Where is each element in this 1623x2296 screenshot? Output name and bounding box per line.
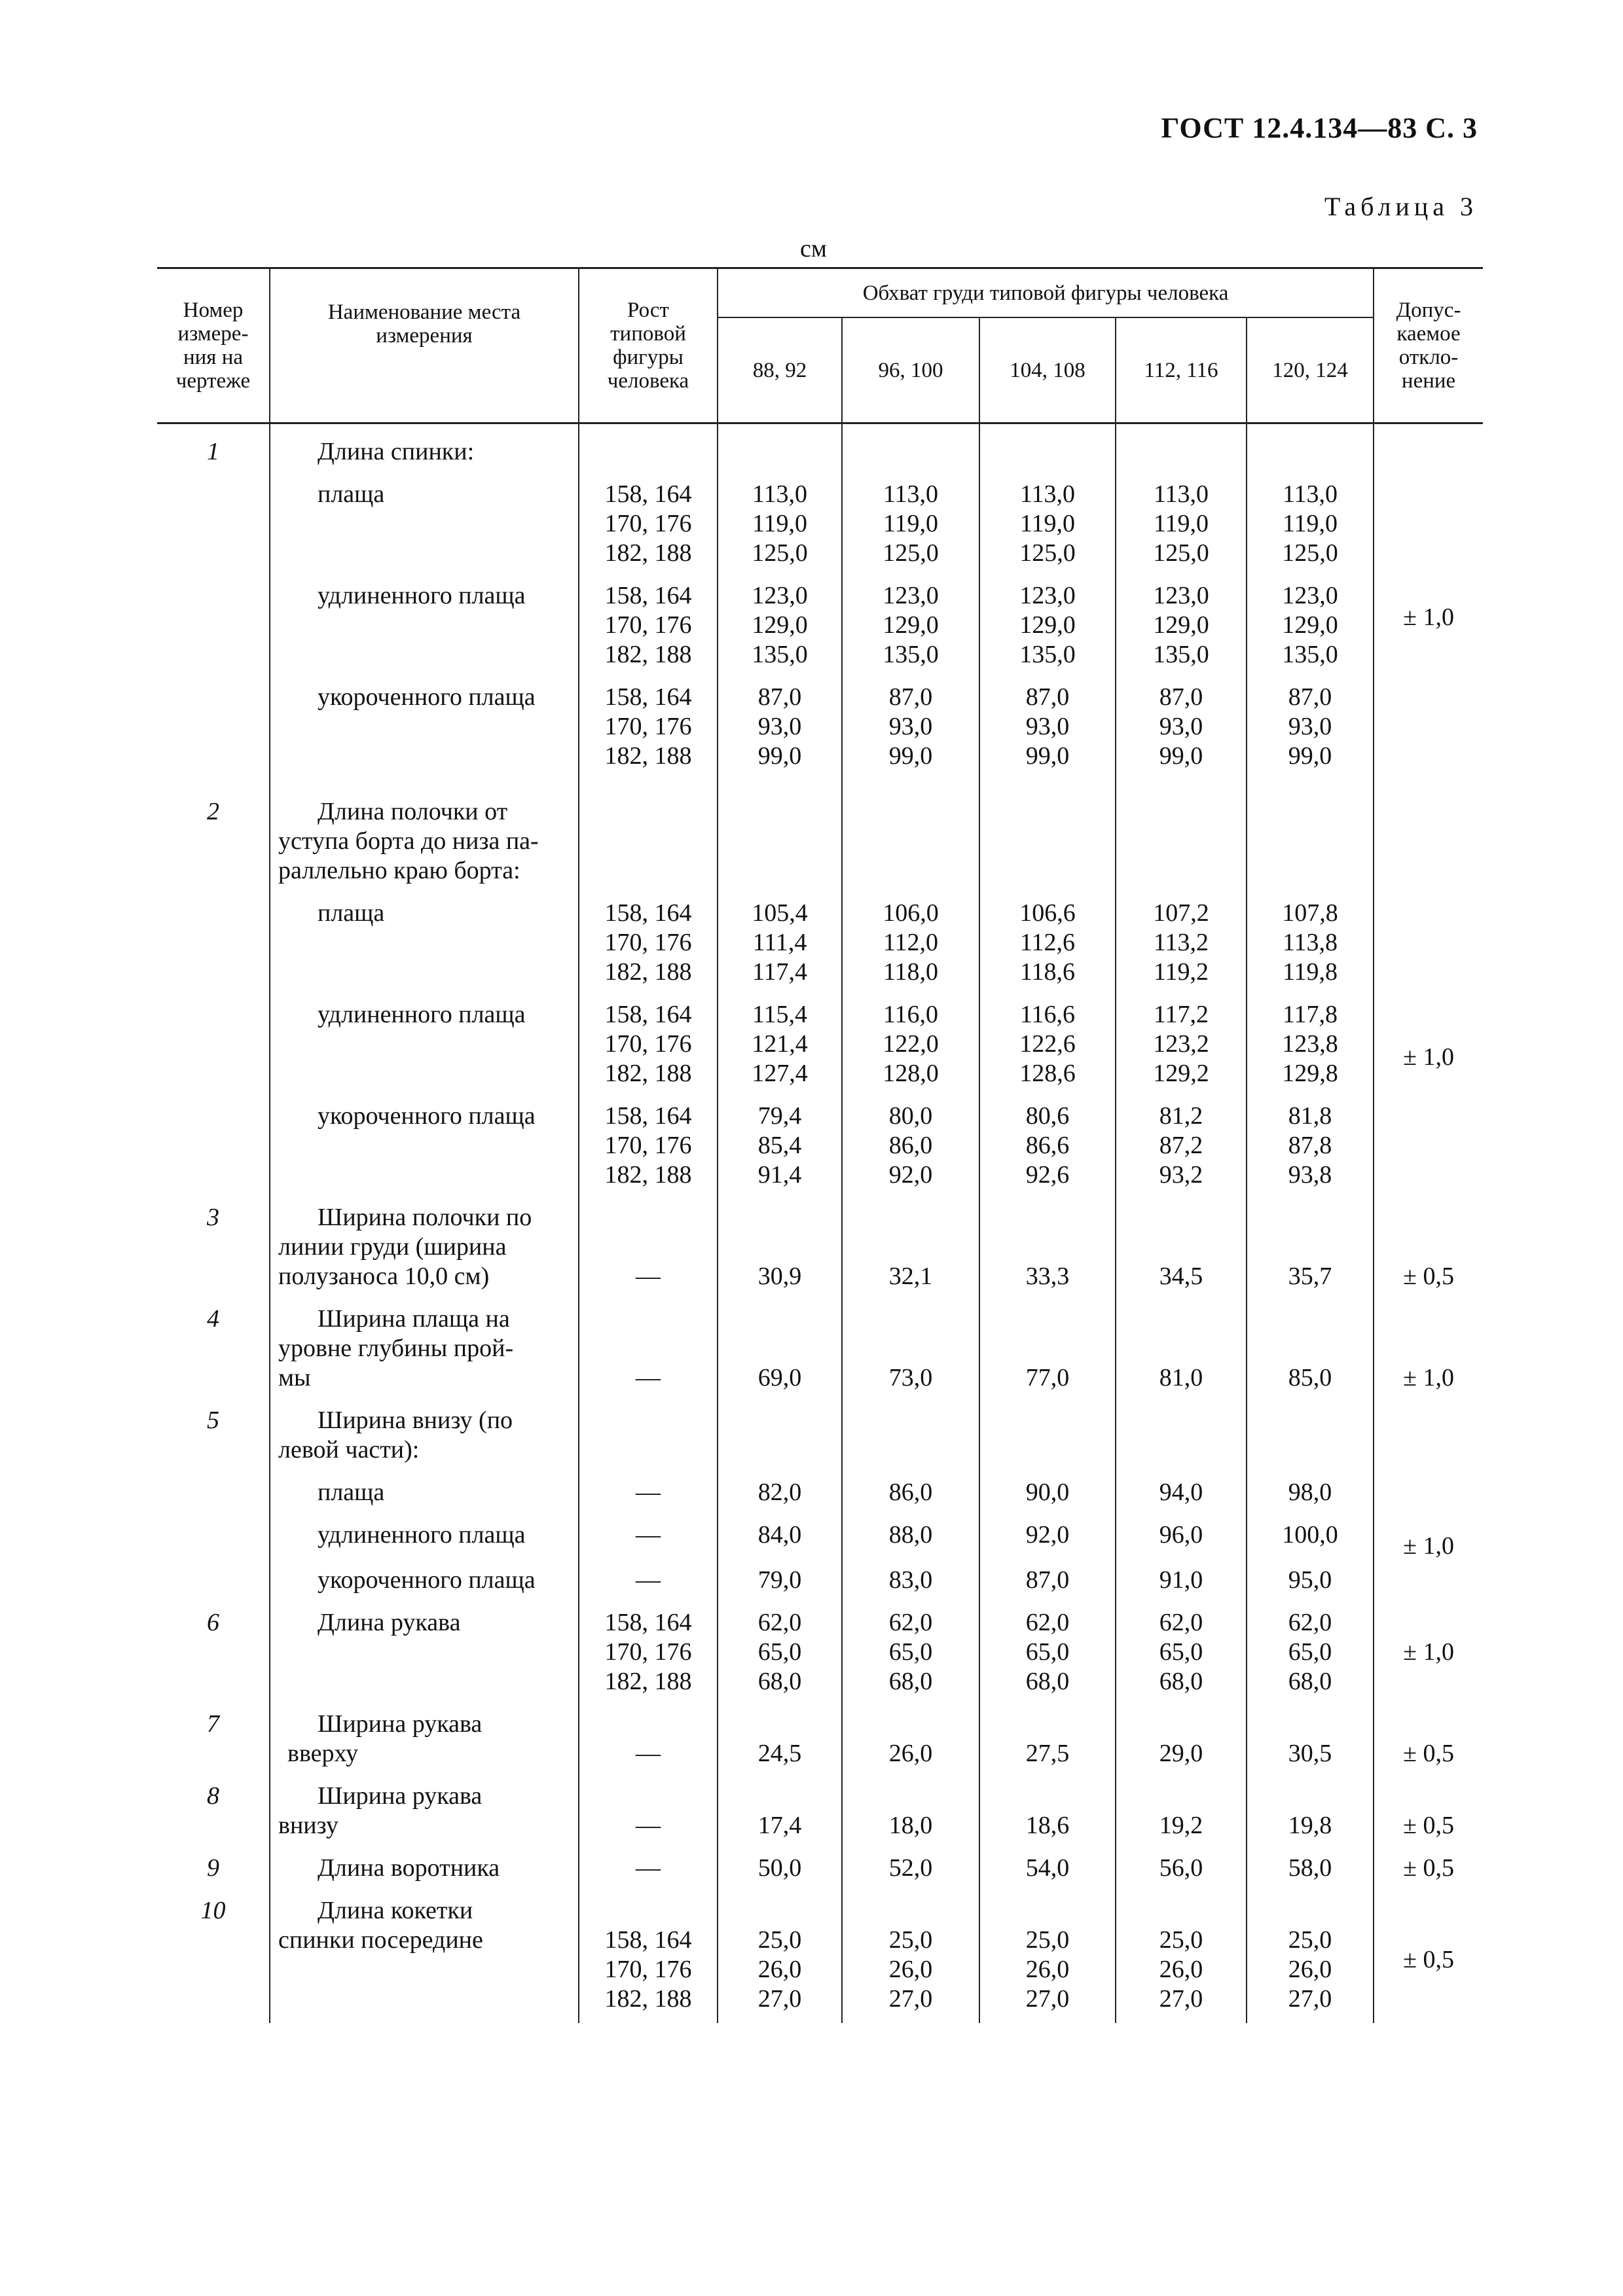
cell-value: 19,2 — [1116, 1782, 1247, 1840]
sub-item-name: удлиненного плаща — [318, 582, 526, 609]
cell-value: 87,0 — [979, 1550, 1116, 1595]
cell-values: 117,2 123,2 129,2 — [1116, 1000, 1247, 1088]
cell-values: 107,2 113,2 119,2 — [1116, 899, 1247, 987]
table-row — [157, 1000, 1483, 1088]
tolerance-value: ± 0,5 — [1374, 1203, 1483, 1291]
cell-value: 96,0 — [1116, 1520, 1247, 1550]
cell-values: 80,6 86,6 92,6 — [979, 1102, 1116, 1190]
row-number: 3 — [157, 1203, 270, 1291]
cell-value: 17,4 — [718, 1782, 842, 1840]
row-number: 10 — [157, 1896, 270, 2023]
cell-values: 113,0 119,0 125,0 — [1247, 480, 1374, 568]
row-title: Длина рукава — [318, 1609, 461, 1636]
cell-values: 123,0 129,0 135,0 — [1247, 581, 1374, 670]
tolerance-value: ± 1,0 — [1374, 1304, 1483, 1393]
cell-values: 123,0 129,0 135,0 — [979, 581, 1116, 670]
cell-values: 117,8 123,8 129,8 — [1247, 1000, 1374, 1088]
row-title-line: Длина кокетки — [318, 1897, 473, 1924]
cell-values: 81,2 87,2 93,2 — [1116, 1102, 1247, 1190]
table-row — [157, 1406, 1483, 1465]
row-title-line: вверху — [287, 1740, 359, 1767]
height-values: 158, 164 170, 176 182, 188 — [579, 1926, 718, 2023]
cell-values: 113,0 119,0 125,0 — [979, 480, 1116, 568]
cell-values: 87,0 93,0 99,0 — [979, 683, 1116, 771]
cell-values: 79,4 85,4 91,4 — [718, 1102, 842, 1190]
row-title: Длина спинки: — [318, 438, 475, 465]
col-header-chest-group: Обхват груди типовой фигуры человека — [718, 268, 1374, 318]
row-title-line: раллельно краю борта: — [278, 857, 520, 884]
table-row — [157, 1520, 1483, 1550]
table-row — [157, 1710, 1483, 1768]
row-number: 8 — [157, 1782, 270, 1840]
cell-value: 77,0 — [979, 1304, 1116, 1393]
cell-values: 115,4 121,4 127,4 — [718, 1000, 842, 1088]
table-row — [157, 437, 1483, 467]
cell-value: 29,0 — [1116, 1710, 1247, 1768]
cell-values: 116,0 122,0 128,0 — [842, 1000, 979, 1088]
cell-value: 100,0 — [1247, 1520, 1374, 1550]
row-title-line: Ширина полочки по — [318, 1204, 532, 1231]
row-title-line: полузаноса 10,0 см) — [278, 1263, 490, 1290]
row-title-line: Ширина рукава — [318, 1710, 483, 1738]
row-title-line: Ширина плаща на — [318, 1305, 510, 1333]
row-number: 4 — [157, 1304, 270, 1393]
height-dash: — — [579, 1854, 718, 1883]
cell-values: 105,4 111,4 117,4 — [718, 899, 842, 987]
cell-value: 24,5 — [718, 1710, 842, 1768]
cell-value: 18,0 — [842, 1782, 979, 1840]
tolerance-value: ± 1,0 — [1374, 797, 1483, 1190]
cell-value: 82,0 — [718, 1478, 842, 1507]
cell-value: 50,0 — [718, 1854, 842, 1883]
cell-value: 85,0 — [1247, 1304, 1374, 1393]
measurements-table — [157, 267, 1483, 2023]
table-row — [157, 1782, 1483, 1840]
cell-values: 107,8 113,8 119,8 — [1247, 899, 1374, 987]
cell-values: 25,0 26,0 27,0 — [1247, 1926, 1374, 2023]
cell-values: 113,0 119,0 125,0 — [718, 480, 842, 568]
cell-value: 30,5 — [1247, 1710, 1374, 1768]
row-title-line: спинки посередине — [278, 1926, 483, 1954]
col-header-number: Номер измере- ния на чертеже — [157, 268, 270, 423]
cell-values: 87,0 93,0 99,0 — [718, 683, 842, 771]
sub-item-name: укороченного плаща — [318, 1566, 536, 1594]
cell-value: 19,8 — [1247, 1782, 1374, 1840]
cell-value: 30,9 — [718, 1203, 842, 1291]
cell-values: 62,0 65,0 68,0 — [979, 1608, 1116, 1696]
table-row — [157, 480, 1483, 568]
cell-value: 79,0 — [718, 1550, 842, 1595]
height-values: 158, 164 170, 176 182, 188 — [579, 480, 718, 568]
height-values: 158, 164 170, 176 182, 188 — [579, 1102, 718, 1190]
cell-value: 18,6 — [979, 1782, 1116, 1840]
table-row — [157, 1304, 1483, 1393]
row-title: Длина воротника — [318, 1854, 500, 1882]
tolerance-value: ± 0,5 — [1374, 1710, 1483, 1768]
cell-values: 25,0 26,0 27,0 — [842, 1926, 979, 2023]
sub-item-name: укороченного плаща — [318, 1102, 536, 1130]
height-dash: — — [579, 1203, 718, 1291]
sub-item-name: плаща — [318, 480, 385, 508]
table-row — [157, 1926, 1483, 2023]
cell-values: 87,0 93,0 99,0 — [1247, 683, 1374, 771]
tolerance-value: ± 1,0 — [1374, 1406, 1483, 1595]
cell-value: 69,0 — [718, 1304, 842, 1393]
cell-value: 58,0 — [1247, 1854, 1374, 1883]
cell-value: 90,0 — [979, 1478, 1116, 1507]
cell-values: 81,8 87,8 93,8 — [1247, 1102, 1374, 1190]
row-title-line: левой части): — [278, 1436, 420, 1463]
tolerance-value: ± 1,0 — [1374, 1608, 1483, 1696]
cell-value: 86,0 — [842, 1478, 979, 1507]
row-number: 5 — [157, 1406, 270, 1465]
table-row — [157, 581, 1483, 670]
table-row — [157, 1608, 1483, 1696]
cell-value: 73,0 — [842, 1304, 979, 1393]
cell-values: 80,0 86,0 92,0 — [842, 1102, 979, 1190]
cell-values: 123,0 129,0 135,0 — [842, 581, 979, 670]
table-row — [157, 1896, 1483, 1926]
cell-values: 116,6 122,6 128,6 — [979, 1000, 1116, 1088]
cell-value: 54,0 — [979, 1854, 1116, 1883]
tolerance-value: ± 0,5 — [1374, 1782, 1483, 1840]
col-header-chest: 120, 124 — [1247, 317, 1374, 423]
cell-values: 123,0 129,0 135,0 — [718, 581, 842, 670]
row-number: 1 — [157, 437, 270, 467]
cell-values: 106,6 112,6 118,6 — [979, 899, 1116, 987]
col-header-chest: 112, 116 — [1116, 317, 1247, 423]
sub-item-name: укороченного плаща — [318, 683, 536, 711]
row-title-line: линии груди (ширина — [278, 1233, 507, 1261]
col-header-name: Наименование места измерения — [270, 268, 579, 423]
cell-value: 95,0 — [1247, 1550, 1374, 1595]
cell-values: 25,0 26,0 27,0 — [1116, 1926, 1247, 2023]
cell-value: 34,5 — [1116, 1203, 1247, 1291]
cell-values: 113,0 119,0 125,0 — [842, 480, 979, 568]
col-header-tolerance: Допус- каемое откло- нение — [1374, 268, 1483, 423]
table-row — [157, 1478, 1483, 1507]
cell-values: 113,0 119,0 125,0 — [1116, 480, 1247, 568]
row-number: 6 — [157, 1608, 270, 1696]
cell-values: 123,0 129,0 135,0 — [1116, 581, 1247, 670]
cell-value: 56,0 — [1116, 1854, 1247, 1883]
table-row — [157, 899, 1483, 987]
table-row — [157, 797, 1483, 886]
cell-value: 83,0 — [842, 1550, 979, 1595]
cell-values: 62,0 65,0 68,0 — [718, 1608, 842, 1696]
row-title-line: Ширина внизу (по — [318, 1407, 513, 1434]
cell-values: 87,0 93,0 99,0 — [1116, 683, 1247, 771]
height-dash: — — [579, 1478, 718, 1507]
cell-value: 26,0 — [842, 1710, 979, 1768]
cell-value: 32,1 — [842, 1203, 979, 1291]
cell-values: 106,0 112,0 118,0 — [842, 899, 979, 987]
col-header-height: Рост типовой фигуры человека — [579, 268, 718, 423]
table-unit: см — [800, 235, 827, 262]
table-row — [157, 1550, 1483, 1595]
cell-value: 91,0 — [1116, 1550, 1247, 1595]
cell-value: 88,0 — [842, 1520, 979, 1550]
cell-value: 52,0 — [842, 1854, 979, 1883]
col-header-chest: 96, 100 — [842, 317, 979, 423]
cell-value: 84,0 — [718, 1520, 842, 1550]
height-dash: — — [579, 1520, 718, 1550]
cell-value: 94,0 — [1116, 1478, 1247, 1507]
tolerance-value: ± 0,5 — [1374, 1896, 1483, 2023]
cell-values: 25,0 26,0 27,0 — [979, 1926, 1116, 2023]
height-values: 158, 164 170, 176 182, 188 — [579, 1000, 718, 1088]
height-values: 158, 164 170, 176 182, 188 — [579, 1608, 718, 1696]
cell-values: 25,0 26,0 27,0 — [718, 1926, 842, 2023]
cell-values: 62,0 65,0 68,0 — [1116, 1608, 1247, 1696]
cell-values: 62,0 65,0 68,0 — [1247, 1608, 1374, 1696]
height-dash: — — [579, 1550, 718, 1595]
height-dash: — — [579, 1304, 718, 1393]
sub-item-name: плаща — [318, 899, 385, 927]
sub-item-name: плаща — [318, 1479, 385, 1506]
row-title-line: внизу — [278, 1812, 338, 1839]
table-row — [157, 1102, 1483, 1190]
row-title-line: уступа борта до низа па- — [278, 827, 539, 855]
sub-item-name: удлиненного плаща — [318, 1001, 526, 1028]
row-number: 2 — [157, 797, 270, 886]
cell-values: 62,0 65,0 68,0 — [842, 1608, 979, 1696]
height-values: 158, 164 170, 176 182, 188 — [579, 683, 718, 771]
row-number: 7 — [157, 1710, 270, 1768]
table-row — [157, 1203, 1483, 1291]
row-title-line: уровне глубины прой- — [278, 1335, 514, 1362]
table-row — [157, 1854, 1483, 1883]
height-values: 158, 164 170, 176 182, 188 — [579, 899, 718, 987]
cell-value: 81,0 — [1116, 1304, 1247, 1393]
row-title-line: мы — [278, 1364, 311, 1391]
cell-values: 87,0 93,0 99,0 — [842, 683, 979, 771]
table-row — [157, 683, 1483, 771]
document-header: ГОСТ 12.4.134—83 С. 3 — [1161, 112, 1478, 144]
row-number: 9 — [157, 1854, 270, 1883]
tolerance-value: ± 1,0 — [1374, 437, 1483, 797]
col-header-chest: 104, 108 — [979, 317, 1116, 423]
row-title-line: Ширина рукава — [318, 1782, 483, 1810]
sub-item-name: удлиненного плаща — [318, 1521, 526, 1549]
cell-value: 35,7 — [1247, 1203, 1374, 1291]
height-dash: — — [579, 1782, 718, 1840]
height-dash: — — [579, 1710, 718, 1768]
table-title: Таблица 3 — [1324, 192, 1478, 221]
row-title-line: Длина полочки от — [318, 798, 508, 825]
col-header-chest: 88, 92 — [718, 317, 842, 423]
cell-value: 27,5 — [979, 1710, 1116, 1768]
cell-value: 92,0 — [979, 1520, 1116, 1550]
cell-value: 33,3 — [979, 1203, 1116, 1291]
tolerance-value: ± 0,5 — [1374, 1854, 1483, 1883]
height-values: 158, 164 170, 176 182, 188 — [579, 581, 718, 670]
cell-value: 98,0 — [1247, 1478, 1374, 1507]
